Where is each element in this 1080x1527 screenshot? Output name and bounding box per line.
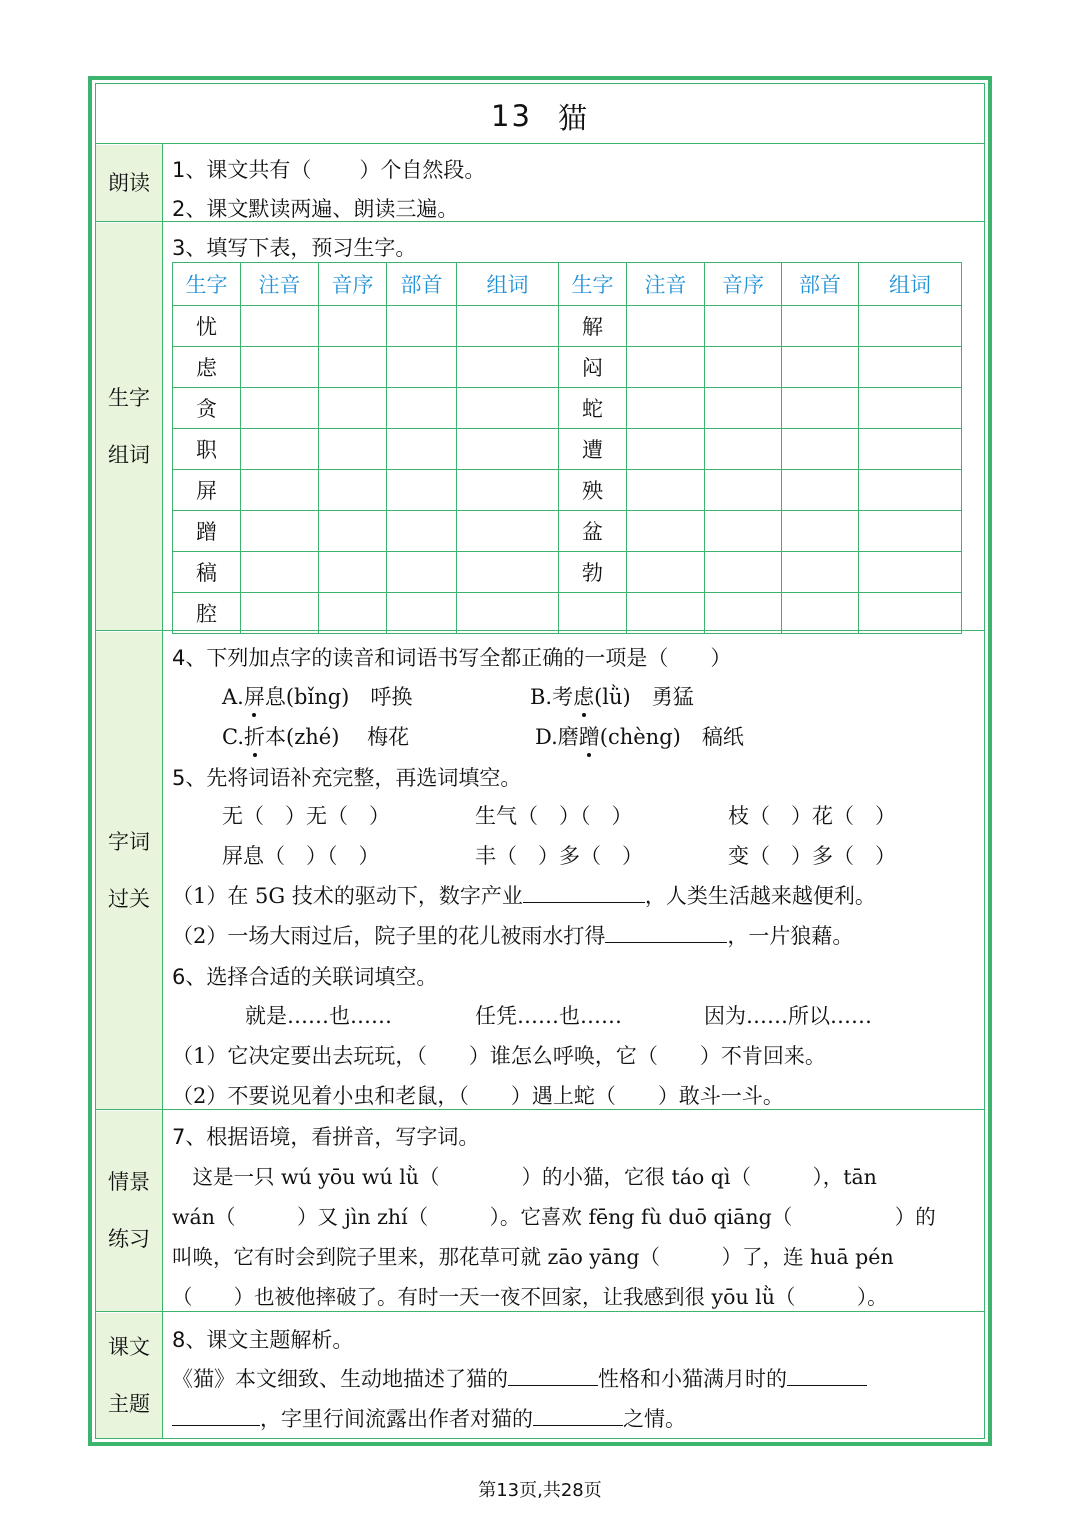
question-7: 7、根据语境，看拼音，写字词。 [172,1125,480,1149]
vocab-blank-cell[interactable] [705,552,782,593]
option-a[interactable]: A.屏息(bǐng) 呼换 [222,685,413,709]
sentence-1: （1）在 5G 技术的驱动下，数字产业 ，人类生活越来越便利。 [172,884,876,908]
vocab-blank-cell[interactable] [627,552,705,593]
vocab-blank-cell[interactable] [782,388,859,429]
question-8: 8、课文主题解析。 [172,1328,354,1352]
context-line-2: wán（ ）又 jìn zhí（ ）。它喜欢 fēng fù duō qiāng（ ）的 [172,1205,936,1229]
vocab-char-right: 勃 [559,552,627,593]
question-1: 1、课文共有（ ）个自然段。 [172,158,486,182]
vocab-blank-cell[interactable] [705,470,782,511]
vocab-header-cell: 部首 [387,263,457,306]
vocab-blank-cell[interactable] [319,347,387,388]
vocab-char-left: 腔 [173,593,241,634]
vocab-row [173,470,962,511]
vocab-blank-cell[interactable] [457,511,559,552]
word-fill-1: 无（ ）无（ ） [222,804,390,828]
vocab-char-left: 忧 [173,306,241,347]
sentence-3: （1）它决定要出去玩玩，（ ）谁怎么呼唤，它（ ）不肯回来。 [172,1044,826,1068]
vocab-blank-cell[interactable] [319,593,387,634]
context-line-3: 叫唤，它有时会到院子里来，那花草可就 zāo yāng（ ）了，连 huā pén [172,1245,894,1269]
vocab-blank-cell[interactable] [782,306,859,347]
vocab-blank-cell[interactable] [627,347,705,388]
option-c[interactable]: C.折本(zhé) 梅花 [222,725,410,749]
vocab-table [172,262,962,634]
theme-line-2: ，字里行间流露出作者对猫的 之情。 [172,1403,686,1433]
vocab-blank-cell[interactable] [457,388,559,429]
vocab-header-cell: 音序 [319,263,387,306]
vocab-blank-cell[interactable] [705,511,782,552]
vocab-blank-cell[interactable] [627,511,705,552]
vocab-blank-cell[interactable] [782,511,859,552]
theme-line-1: 《猫》本文细致、生动地描述了猫的 性格和小猫满月时的 [172,1363,867,1393]
vocab-blank-cell[interactable] [705,347,782,388]
option-b[interactable]: B.考虑(lǜ) 勇猛 [530,685,694,709]
vocab-blank-cell[interactable] [319,429,387,470]
vocab-blank-cell[interactable] [241,306,319,347]
vocab-blank-cell[interactable] [457,429,559,470]
word-fill-3: 枝（ ）花（ ） [728,804,896,828]
vocab-blank-cell[interactable] [859,593,962,634]
vocab-char-left: 蹭 [173,511,241,552]
vocab-blank-cell[interactable] [859,388,962,429]
divider-title [96,143,984,144]
vocab-char-right: 遭 [559,429,627,470]
vocab-blank-cell[interactable] [241,429,319,470]
vocab-char-right: 闷 [559,347,627,388]
vocab-blank-cell[interactable] [782,552,859,593]
conjunction-1: 就是……也…… [245,1004,392,1028]
label-column-divider [162,144,163,1438]
vocab-blank-cell[interactable] [859,347,962,388]
option-d[interactable]: D.磨蹭(chèng) 稿纸 [535,725,744,749]
vocab-blank-cell[interactable] [627,306,705,347]
vocab-blank-cell[interactable] [457,306,559,347]
vocab-char-right: 解 [559,306,627,347]
sentence-2: （2）一场大雨过后，院子里的花儿被雨水打得 ，一片狼藉。 [172,924,854,948]
vocab-blank-cell[interactable] [782,429,859,470]
lesson-title [96,88,984,144]
vocab-char-left: 虑 [173,347,241,388]
vocab-blank-cell[interactable] [457,593,559,634]
question-4: 4、下列加点字的读音和词语书写全都正确的一项是（ ） [172,646,732,670]
vocab-blank-cell[interactable] [387,511,457,552]
vocab-blank-cell[interactable] [319,552,387,593]
vocab-blank-cell[interactable] [387,470,457,511]
vocab-blank-cell[interactable] [457,470,559,511]
word-fill-2: 生气（ ）（ ） [475,804,633,828]
vocab-blank-cell[interactable] [457,347,559,388]
vocab-blank-cell[interactable] [627,593,705,634]
label-theme: 课文 主题 [96,1313,162,1438]
vocab-blank-cell[interactable] [705,306,782,347]
vocab-char-right: 蛇 [559,388,627,429]
vocab-row [173,347,962,388]
vocab-blank-cell[interactable] [241,552,319,593]
vocab-char-left: 贪 [173,388,241,429]
vocab-row [173,552,962,593]
vocab-blank-cell[interactable] [705,388,782,429]
page-footer: 第13页,共28页 [478,1480,602,1501]
vocab-blank-cell[interactable] [782,593,859,634]
vocab-blank-cell[interactable] [457,552,559,593]
context-line-1: 这是一只 wú yōu wú lǜ（ ）的小猫，它很 táo qì（ ），tān [172,1165,877,1189]
vocab-blank-cell[interactable] [241,470,319,511]
vocab-header-cell: 注音 [627,263,705,306]
vocab-blank-cell[interactable] [241,388,319,429]
vocab-header-row [173,263,962,306]
vocab-blank-cell[interactable] [387,347,457,388]
question-2: 2、课文默读两遍、朗读三遍。 [172,197,459,221]
vocab-blank-cell[interactable] [387,306,457,347]
lesson-number: 13 [491,99,532,133]
vocab-char-left: 屏 [173,470,241,511]
context-line-4: （ ）也被他摔破了。有时一天一夜不回家，让我感到很 yōu lǜ（ ）。 [172,1285,888,1309]
vocab-header-cell: 生字 [559,263,627,306]
vocab-header-cell: 注音 [241,263,319,306]
vocab-blank-cell[interactable] [387,552,457,593]
vocab-blank-cell[interactable] [859,552,962,593]
conjunction-2: 任凭……也…… [475,1004,622,1028]
vocab-blank-cell[interactable] [782,470,859,511]
vocab-header-cell: 组词 [859,263,962,306]
vocab-blank-cell[interactable] [319,306,387,347]
vocab-blank-cell[interactable] [627,470,705,511]
vocab-char-right: 盆 [559,511,627,552]
question-6: 6、选择合适的关联词填空。 [172,965,438,989]
vocab-blank-cell[interactable] [241,347,319,388]
vocab-blank-cell[interactable] [859,511,962,552]
label-context: 情景 练习 [96,1111,162,1311]
conjunction-3: 因为……所以…… [704,1004,872,1028]
vocab-header-cell: 音序 [705,263,782,306]
vocab-row [173,388,962,429]
vocab-blank-cell[interactable] [705,593,782,634]
word-fill-6: 变（ ）多（ ） [728,844,896,868]
vocab-blank-cell[interactable] [859,306,962,347]
vocab-blank-cell[interactable] [241,511,319,552]
vocab-header-cell: 组词 [457,263,559,306]
vocab-header-cell: 生字 [173,263,241,306]
label-reading: 朗读 [96,145,162,221]
label-vocab: 生字 组词 [96,223,162,630]
label-words: 字词 过关 [96,632,162,1109]
vocab-blank-cell[interactable] [387,593,457,634]
lesson-name: 猫 [557,100,589,135]
vocab-row [173,306,962,347]
question-5: 5、先将词语补充完整，再选词填空。 [172,766,522,790]
vocab-blank-cell[interactable] [859,470,962,511]
vocab-row [173,429,962,470]
sentence-4: （2）不要说见着小虫和老鼠，（ ）遇上蛇（ ）敢斗一斗。 [172,1084,784,1108]
vocab-blank-cell[interactable] [627,388,705,429]
vocab-blank-cell[interactable] [782,347,859,388]
word-fill-5: 丰（ ）多（ ） [475,844,643,868]
vocab-char-left: 职 [173,429,241,470]
question-3: 3、填写下表，预习生字。 [172,236,417,260]
vocab-row [173,593,962,634]
vocab-blank-cell[interactable] [319,470,387,511]
vocab-blank-cell[interactable] [859,429,962,470]
vocab-row [173,511,962,552]
vocab-char-right [559,593,627,634]
vocab-blank-cell[interactable] [241,593,319,634]
vocab-header-cell: 部首 [782,263,859,306]
word-fill-4: 屏息（ ）（ ） [222,844,380,868]
vocab-blank-cell[interactable] [387,429,457,470]
vocab-blank-cell[interactable] [387,388,457,429]
vocab-blank-cell[interactable] [319,511,387,552]
vocab-blank-cell[interactable] [319,388,387,429]
vocab-blank-cell[interactable] [705,429,782,470]
vocab-char-right: 殃 [559,470,627,511]
vocab-char-left: 稿 [173,552,241,593]
vocab-blank-cell[interactable] [627,429,705,470]
divider-context [96,1311,984,1312]
